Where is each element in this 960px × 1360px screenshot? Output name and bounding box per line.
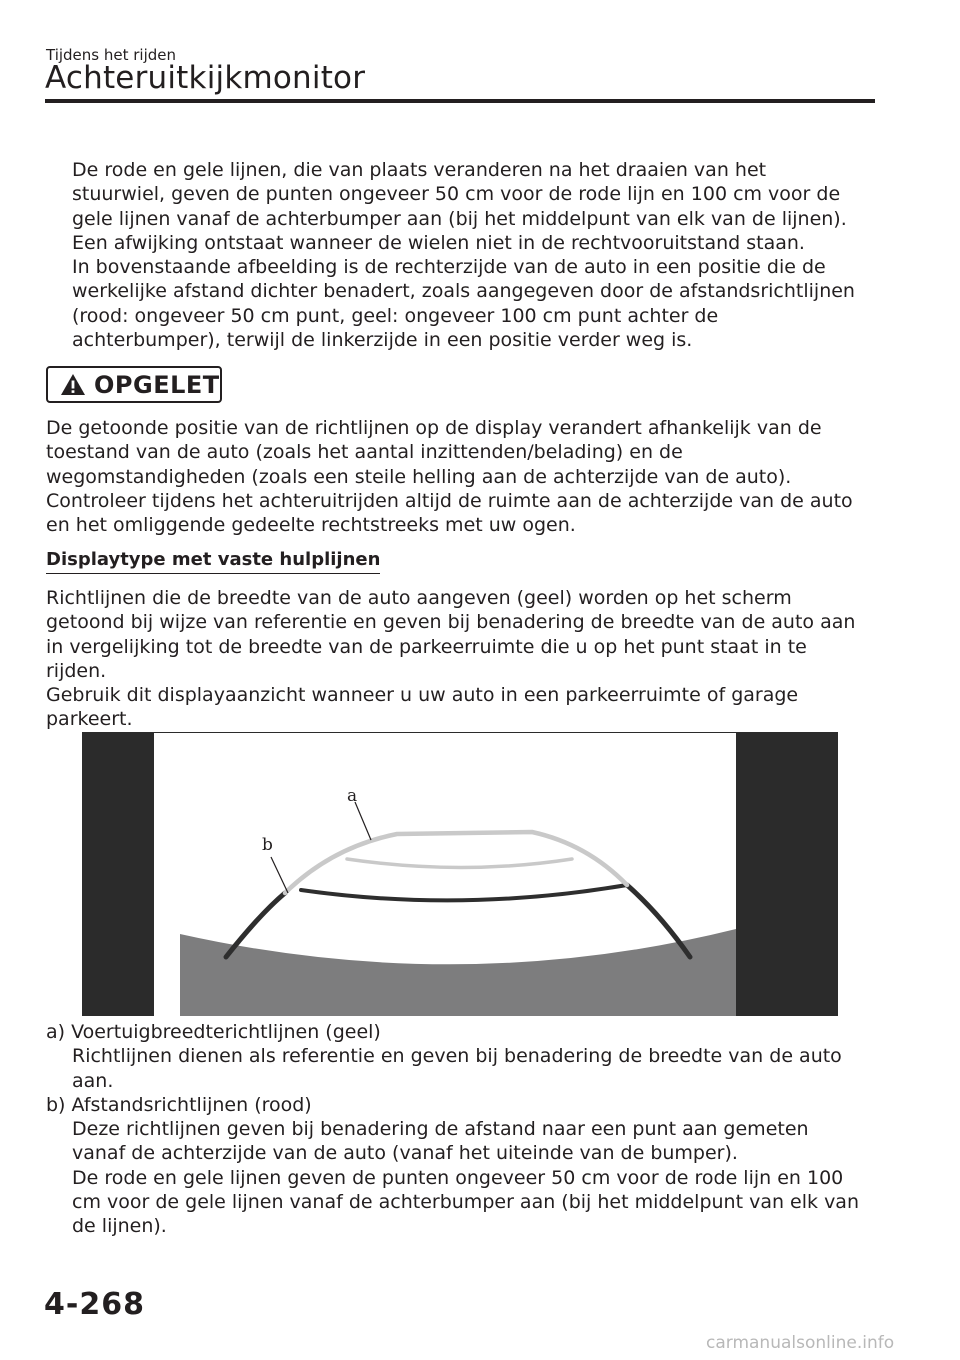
page-number: 4-268	[44, 1287, 145, 1322]
caution-box	[46, 366, 222, 403]
legend-b-line: Deze richtlijnen geven bij benadering de afstand naar een punt aan gemeten	[72, 1118, 809, 1141]
intro-line: werkelijke afstand dichter benadert, zoals aangegeven door de afstandsrichtlijnen	[72, 280, 855, 303]
legend-b-line: vanaf de achterzijde van de auto (vanaf het uiteinde van de bumper).	[72, 1142, 738, 1165]
legend-b-title: b) Afstandsrichtlijnen (rood)	[46, 1093, 312, 1116]
intro-line: stuurwiel, geven de punten ongeveer 50 cm voor de rode lijn en 100 cm voor de	[72, 183, 841, 206]
caution-line: wegomstandigheden (zoals een steile helling aan de achterzijde van de auto).	[46, 465, 792, 488]
intro-paragraph	[72, 158, 882, 352]
section-heading: Displaytype met vaste hulplijnen	[46, 549, 380, 574]
section-kicker: Tijdens het rijden	[46, 46, 177, 64]
caution-label: OPGELET	[94, 370, 220, 399]
section-line: in vergelijking tot de breedte van de parkeerruimte die u op het punt staat in te	[46, 635, 807, 658]
intro-line: achterbumper), terwijl de linkerzijde in een positie verder weg is.	[72, 329, 693, 352]
figure-legend	[46, 1020, 882, 1239]
caution-line: toestand van de auto (zoals het aantal inzittenden/belading) en de	[46, 441, 683, 464]
intro-line: Een afwijking ontstaat wanneer de wielen niet in de rechtvooruitstand staan.	[72, 231, 805, 254]
legend-a-title: a) Voertuigbreedterichtlijnen (geel)	[46, 1021, 381, 1043]
legend-b-line: de lijnen).	[72, 1215, 167, 1238]
label-a: a	[347, 786, 358, 806]
caution-line: en het omliggende gedeelte rechtstreeks met uw ogen.	[46, 514, 576, 537]
caution-paragraph	[46, 416, 882, 537]
section-line: getoond bij wijze van referentie en geven bij benadering de breedte van de auto aan	[46, 611, 856, 634]
intro-line: In bovenstaande afbeelding is de rechterzijde van de auto in een positie die de	[72, 256, 826, 279]
section-paragraph	[46, 586, 882, 732]
intro-line: gele lijnen vanaf de achterbumper aan (bij het middelpunt van elk van de lijnen).	[72, 207, 847, 230]
intro-line: De rode en gele lijnen, die van plaats veranderen na het draaien van het	[72, 159, 767, 181]
legend-b-line: De rode en gele lijnen geven de punten ongeveer 50 cm voor de rode lijn en 100	[72, 1166, 844, 1189]
legend-a-line: aan.	[72, 1069, 114, 1092]
page-title: Achteruitkijkmonitor	[45, 60, 366, 96]
section-line: parkeert.	[46, 708, 133, 731]
caution-line: Controleer tijdens het achteruitrijden altijd de ruimte aan de achterzijde van de auto	[46, 489, 853, 512]
title-rule	[45, 99, 875, 103]
section-line: rijden.	[46, 659, 107, 682]
caution-line: De getoonde positie van de richtlijnen op de display verandert afhankelijk van de	[46, 417, 822, 439]
section-line: Richtlijnen die de breedte van de auto aangeven (geel) worden op het scherm	[46, 587, 792, 609]
intro-line: (rood: ongeveer 50 cm punt, geel: ongeveer 100 cm punt achter de	[72, 304, 719, 327]
label-b: b	[262, 835, 273, 855]
warning-triangle-icon	[60, 373, 86, 396]
section-line: Gebruik dit displayaanzicht wanneer u uw auto in een parkeerruimte of garage	[46, 684, 799, 707]
legend-b-line: cm voor de gele lijnen vanaf de achterbumper aan (bij het middelpunt van elk van	[72, 1191, 859, 1214]
legend-a-line: Richtlijnen dienen als referentie en geven bij benadering de breedte van de auto	[72, 1045, 842, 1068]
watermark-text: carmanualsonline.info	[706, 1333, 895, 1353]
rear-camera-guide-figure	[82, 732, 838, 1016]
